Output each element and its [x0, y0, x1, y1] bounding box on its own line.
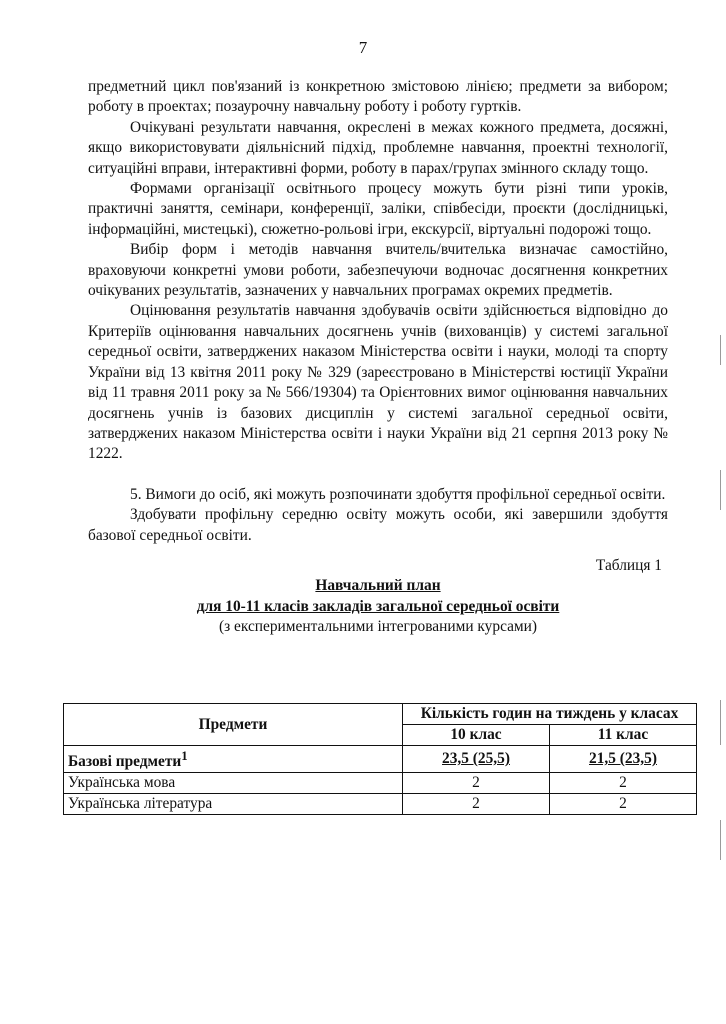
base-subjects-grade-10: 23,5 (25,5)	[403, 746, 550, 773]
grade-10-hours: 2	[403, 794, 550, 815]
plan-subtitle: (з експериментальними інтегрованими курсами)	[218, 618, 538, 636]
grade-11-hours: 2	[549, 794, 696, 815]
header-grade-11: 11 клас	[549, 725, 696, 746]
table-header-row	[64, 704, 697, 725]
curriculum-table	[63, 703, 697, 815]
subject-cell: Українська мова	[64, 773, 403, 794]
paragraph-assessment: Оцінювання результатів навчання здобувачів освіти здійснюється відповідно до Критеріїв оцінювання навчальних досягнень учнів (вихованців) у системі загальної середньої освіти, затверджених наказом Міністерства освіти і науки, молоді та спорту України від 13 квітня 2011 року № 329 (зареєстровано в Міністерстві юстиції України від 11 травня 2011 року за № 566/19304) та Орієнтовних вимог оцінювання навчальних досягнень учнів із базових дисциплін у системі загальної середньої освіти, затверджених наказом Міністерства освіти і науки України від 21 серпня 2013 року № 1222.	[88, 302, 668, 463]
scan-edge-mark	[720, 700, 721, 745]
table-row-base-subjects	[64, 746, 697, 773]
header-subjects: Предмети	[64, 704, 403, 746]
subject-cell: Українська література	[64, 794, 403, 815]
paragraph-eligibility: Здобувати профільну середню освіту можуть особи, які завершили здобуття базової середньої освіти.	[88, 506, 668, 544]
plan-title-line2: для 10-11 класів закладів загальної середньої освіти	[196, 597, 560, 615]
scan-edge-mark	[720, 335, 721, 365]
header-hours: Кількість годин на тиждень у класах	[403, 704, 697, 725]
grade-10-hours: 2	[403, 773, 550, 794]
base-subjects-label	[64, 746, 403, 773]
paragraph-section-5-heading: 5. Вимоги до осіб, які можуть розпочинати здобуття профільної середньої освіти.	[130, 485, 666, 503]
document-body	[88, 77, 668, 638]
base-subjects-grade-11: 21,5 (23,5)	[549, 746, 696, 773]
paragraph-expected-results: Очікувані результати навчання, окреслені в межах кожного предмета, досяжні, якщо використовувати діяльнісний підхід, проблемне навчання, проектні технології, ситуаційні вправи, інтерактивні форми, роботу в парах/групах змінного складу тощо.	[88, 118, 668, 177]
page-number: 7	[358, 38, 368, 57]
paragraph-forms-of-organization: Формами організації освітнього процесу можуть бути різні типи уроків, практичні заняття, семінари, конференції, заліки, співбесіди, проєкти (дослідницькі, інформаційні, мистецькі), сюжетно-рольові ігри, екскурсії, віртуальні подорожі тощо.	[88, 180, 668, 238]
grade-11-hours: 2	[549, 773, 696, 794]
scan-edge-mark	[720, 820, 721, 860]
paragraph-choice-of-methods: Вибір форм і методів навчання вчитель/вчителька визначає самостійно, враховуючи конкретні умови роботи, забезпечуючи водночас досягнення конкретних очікуваних результатів, зазначених у навчальних програмах окремих предметів.	[88, 241, 668, 300]
paragraph-subject-cycle: предметний цикл пов'язаний із конкретною змістовою лінією; предмети за вибором; роботу в проектах; позаурочну навчальну роботу і роботу гуртків.	[88, 78, 668, 116]
scan-edge-mark	[720, 470, 721, 510]
table-row	[64, 794, 697, 815]
table-label: Таблиця 1	[595, 556, 662, 574]
footnote-marker: 1	[181, 749, 188, 763]
base-subjects-text: Базові предмети	[68, 753, 182, 771]
plan-title-line1: Навчальний план	[315, 577, 441, 595]
header-grade-10: 10 клас	[403, 725, 550, 746]
table-row	[64, 773, 697, 794]
